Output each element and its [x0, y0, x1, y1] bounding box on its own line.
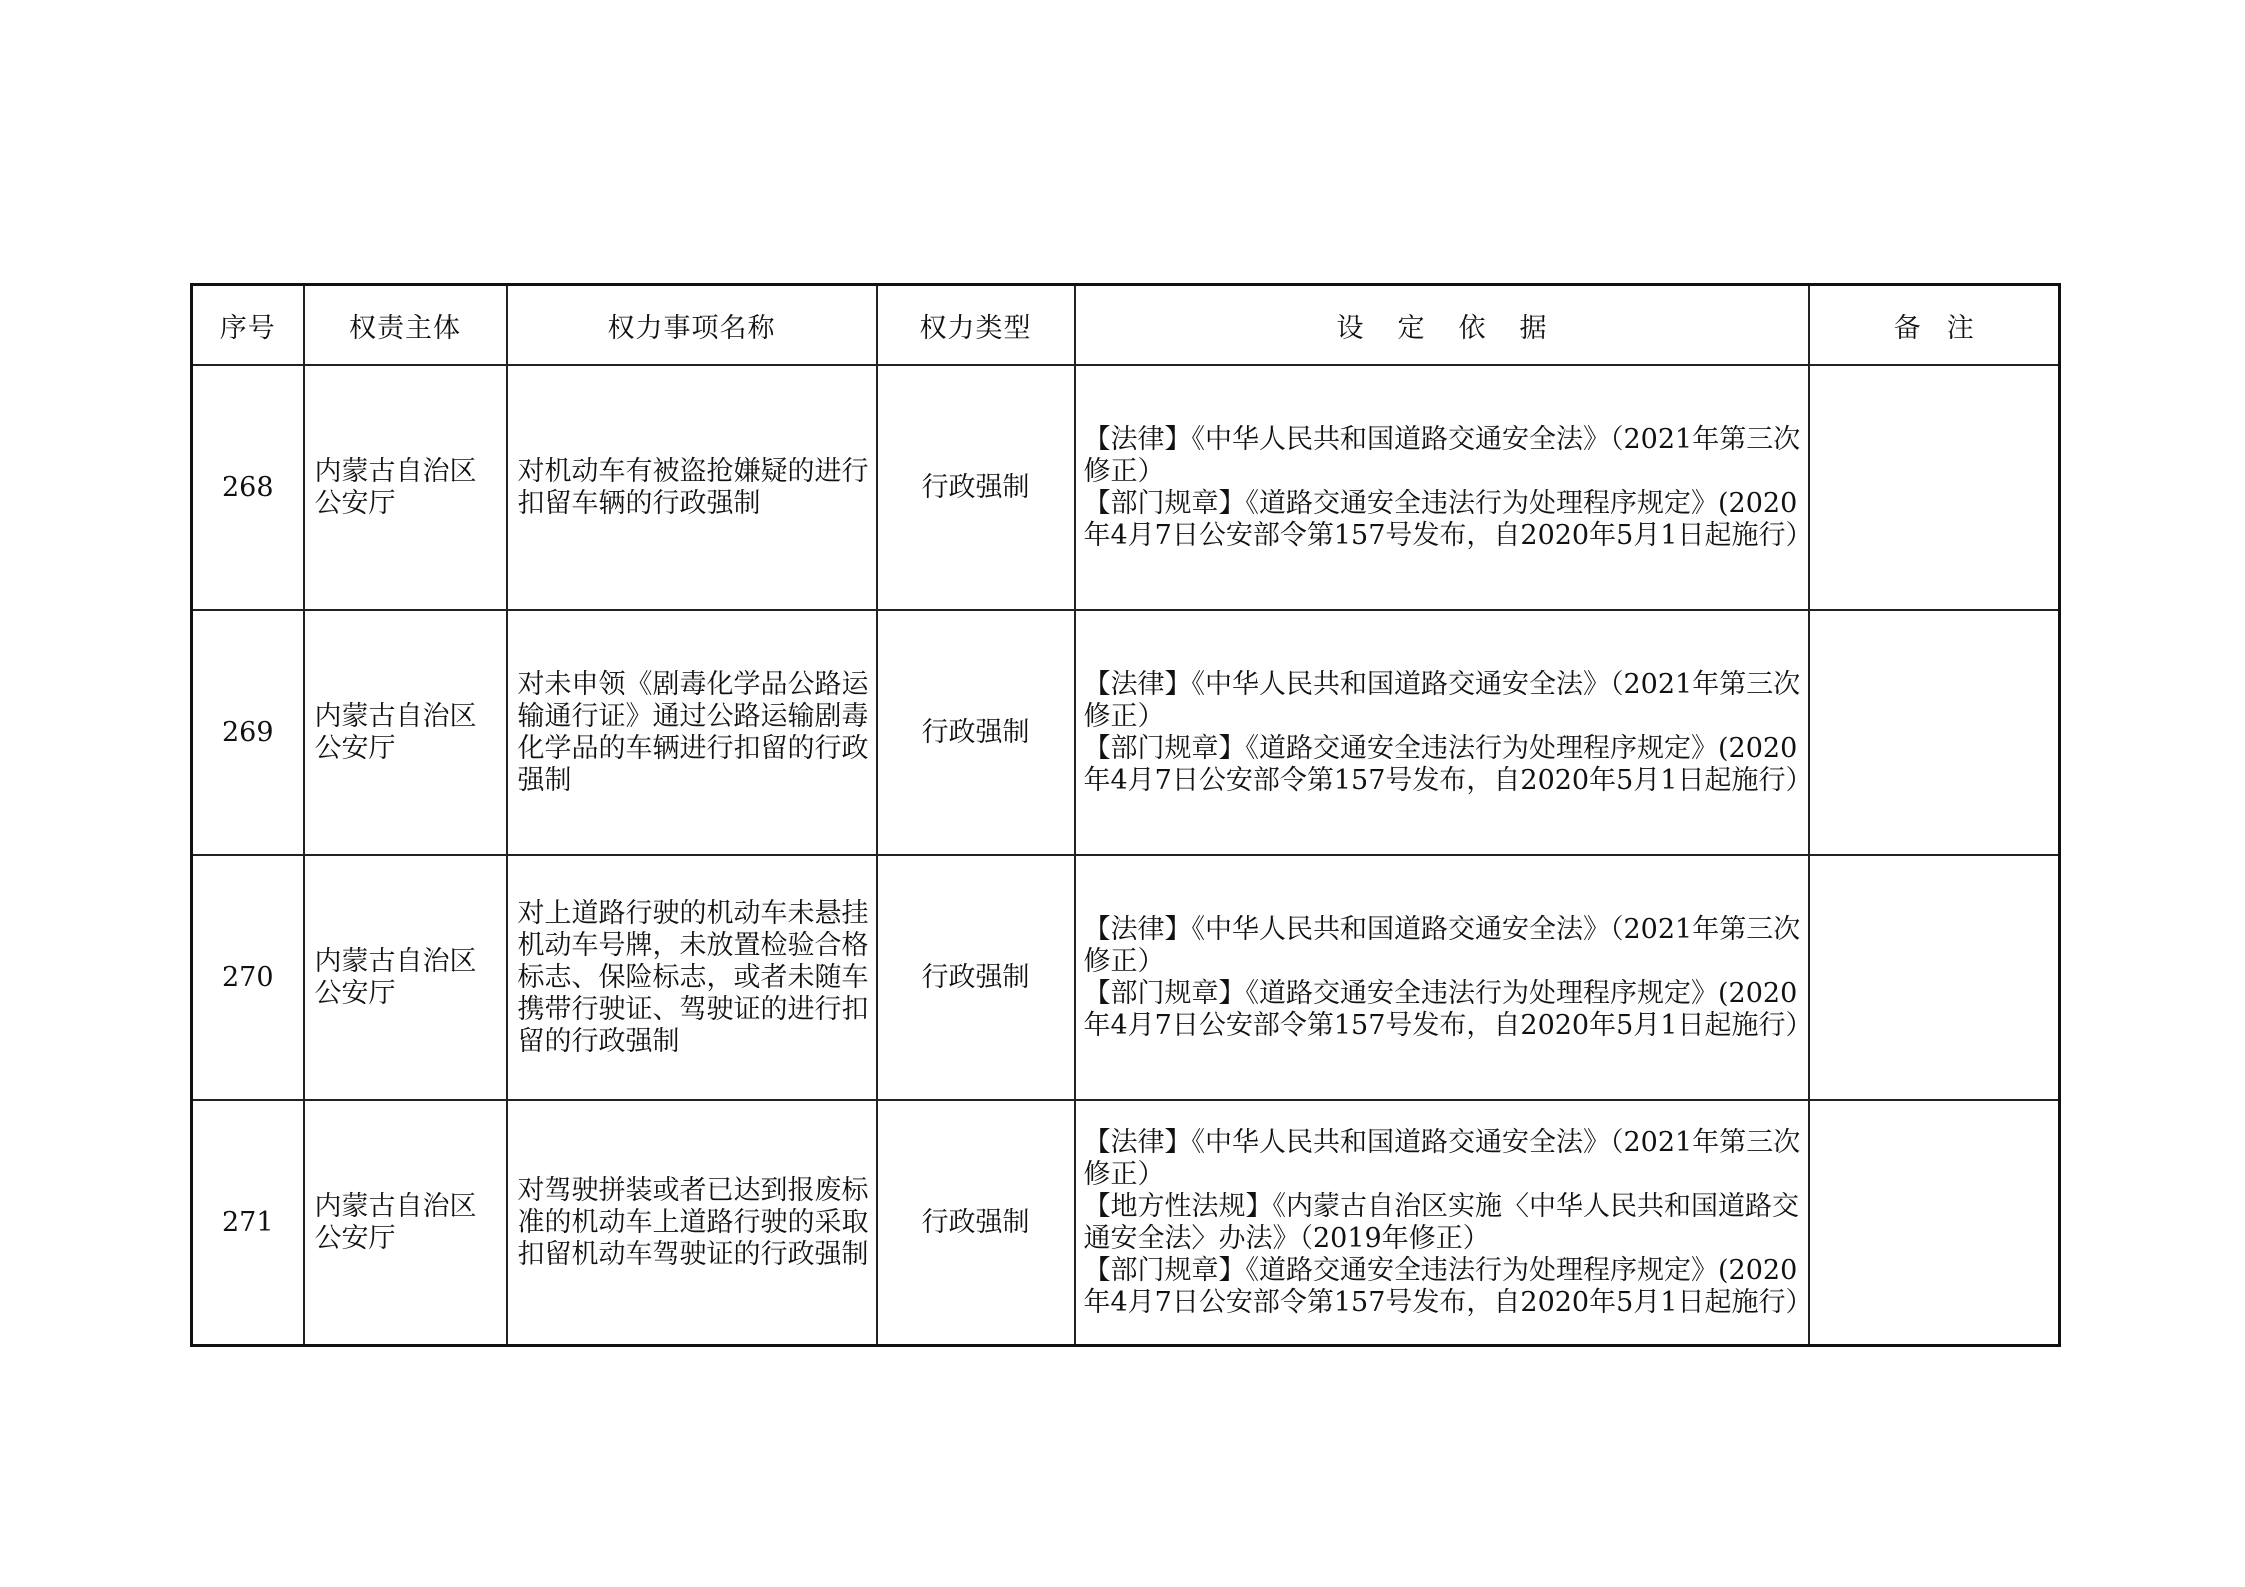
cell-basis: [1075, 365, 1813, 610]
cell-type: 行政强制: [877, 1100, 1075, 1346]
basis-line: 【部门规章】《道路交通安全违法行为处理程序规定》(2020年4月7日公安部令第157号发布，自2020年5月1日起施行）: [1083, 1254, 1813, 1318]
cell-name: 对驾驶拼装或者已达到报废标准的机动车上道路行驶的采取扣留机动车驾驶证的行政强制: [507, 1100, 877, 1346]
cell-type: 行政强制: [877, 365, 1075, 610]
basis-line: 【部门规章】《道路交通安全违法行为处理程序规定》(2020年4月7日公安部令第157号发布，自2020年5月1日起施行）: [1083, 487, 1813, 551]
authority-list-table-container: [190, 283, 2058, 1347]
subject-line: 内蒙古自治区: [314, 1190, 477, 1222]
subject-line: 公安厅: [314, 1222, 396, 1254]
cell-basis: [1075, 1100, 1813, 1346]
cell-remark: [1809, 365, 2060, 610]
basis-line: 【法律】《中华人民共和国道路交通安全法》（2021年第三次修正）: [1083, 913, 1801, 977]
table-header-row: [192, 285, 2060, 366]
cell-subject: [304, 1100, 507, 1346]
cell-remark: [1809, 855, 2060, 1100]
cell-type: 行政强制: [877, 855, 1075, 1100]
cell-subject: [304, 855, 507, 1100]
table-row: [192, 1100, 2060, 1346]
header-remark: 备注: [1809, 285, 2060, 366]
cell-remark: [1809, 610, 2060, 855]
authority-list-table: [190, 283, 2061, 1347]
cell-type: 行政强制: [877, 610, 1075, 855]
table-row: [192, 610, 2060, 855]
subject-line: 公安厅: [314, 487, 396, 519]
basis-line: 【法律】《中华人民共和国道路交通安全法》（2021年第三次修正）: [1083, 668, 1801, 732]
basis-line: 【部门规章】《道路交通安全违法行为处理程序规定》(2020年4月7日公安部令第157号发布，自2020年5月1日起施行）: [1083, 977, 1813, 1041]
basis-line: 【地方性法规】《内蒙古自治区实施〈中华人民共和国道路交通安全法〉办法》（2019年修正）: [1083, 1190, 1799, 1254]
basis-line: 【法律】《中华人民共和国道路交通安全法》（2021年第三次修正）: [1083, 1126, 1801, 1190]
table-row: [192, 855, 2060, 1100]
cell-basis: [1075, 855, 1813, 1100]
subject-line: 内蒙古自治区: [314, 700, 477, 732]
cell-no: 270: [192, 855, 304, 1100]
cell-name: 对上道路行驶的机动车未悬挂机动车号牌，未放置检验合格标志、保险标志，或者未随车携带行驶证、驾驶证的进行扣留的行政强制: [507, 855, 877, 1100]
header-no: 序号: [192, 285, 304, 366]
cell-name: 对未申领《剧毒化学品公路运输通行证》通过公路运输剧毒化学品的车辆进行扣留的行政强制: [507, 610, 877, 855]
header-name: 权力事项名称: [507, 285, 877, 366]
cell-basis: [1075, 610, 1813, 855]
table-row: [192, 365, 2060, 610]
cell-subject: [304, 610, 507, 855]
cell-subject: [304, 365, 507, 610]
basis-line: 【部门规章】《道路交通安全违法行为处理程序规定》(2020年4月7日公安部令第157号发布，自2020年5月1日起施行）: [1083, 732, 1813, 796]
cell-remark: [1809, 1100, 2060, 1346]
cell-name: 对机动车有被盗抢嫌疑的进行扣留车辆的行政强制: [507, 365, 877, 610]
subject-line: 公安厅: [314, 732, 396, 764]
header-subject: 权责主体: [304, 285, 507, 366]
subject-line: 公安厅: [314, 977, 396, 1009]
header-type: 权力类型: [877, 285, 1075, 366]
cell-no: 269: [192, 610, 304, 855]
cell-no: 268: [192, 365, 304, 610]
header-basis: 设定依据: [1075, 285, 1809, 366]
basis-line: 【法律】《中华人民共和国道路交通安全法》（2021年第三次修正）: [1083, 423, 1801, 487]
cell-no: 271: [192, 1100, 304, 1346]
subject-line: 内蒙古自治区: [314, 945, 477, 977]
subject-line: 内蒙古自治区: [314, 455, 477, 487]
